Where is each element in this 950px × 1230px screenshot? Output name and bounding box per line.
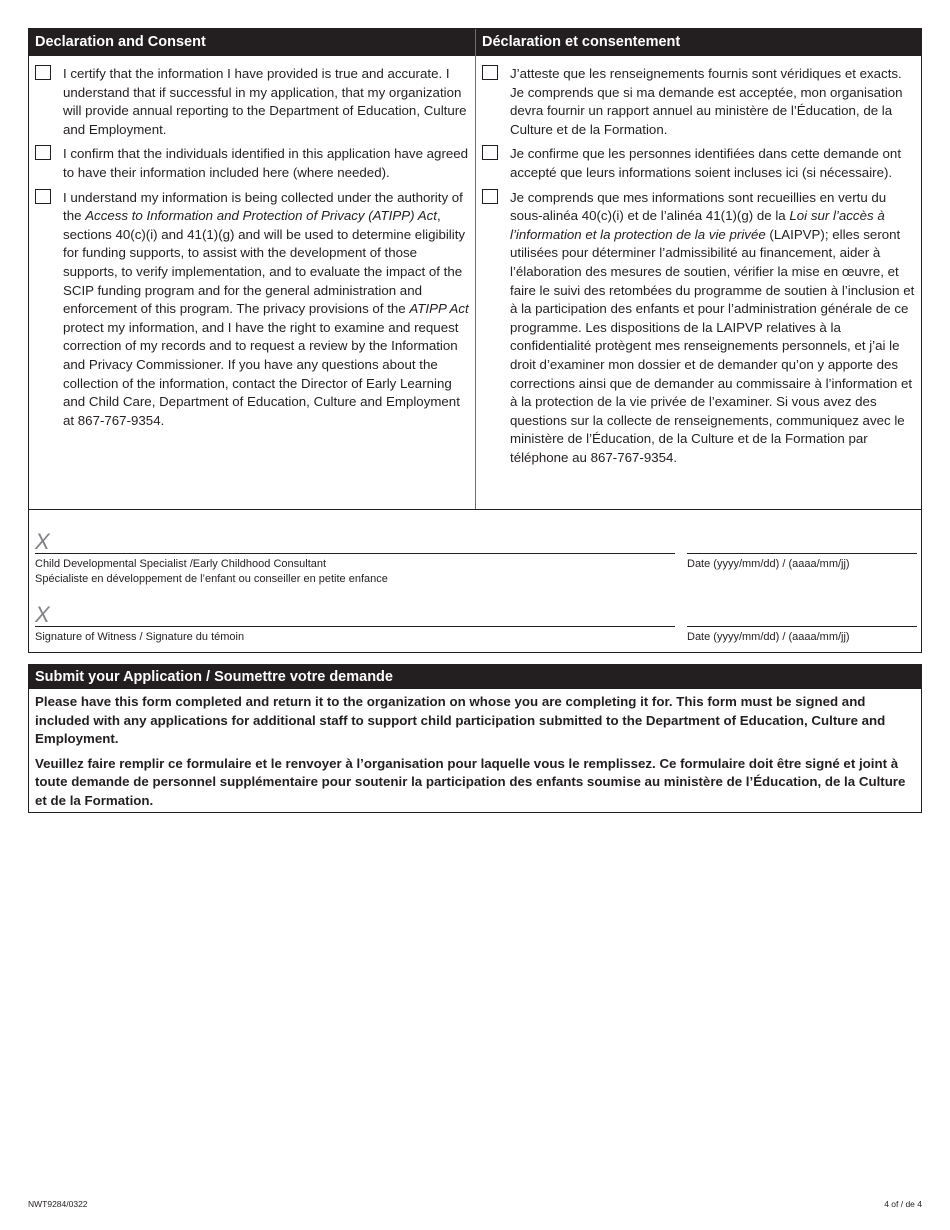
declaration-english-column xyxy=(29,29,475,509)
consent-text-certify-en: I certify that the information I have provided is true and accurate. I understand that if successful in my application, that my organization will provide annual reporting to the Department of Education, Culture and Employment. xyxy=(63,66,467,137)
declaration-section xyxy=(28,28,922,510)
consent-checkbox-privacy-en[interactable] xyxy=(35,189,51,204)
atipp-act-title: Access to Information and Protection of Privacy (ATIPP) Act xyxy=(85,208,437,224)
consent-item-privacy-fr xyxy=(476,189,922,468)
declaration-heading-en: Declaration and Consent xyxy=(29,29,475,56)
consent-text-privacy-fr: Je comprends que mes informations sont recueillies en vertu du sous-alinéa 40(c)(i) et de l’alinéa 41(1)(g) de la Loi sur l’accès à l’information et la protection de la vie privée (LAIPVP); elles seront utilisées pour déterminer l’admissibilité au financement, aider à l’élaboration des mesures de soutien, vérifier la mise en œuvre, et faire le suivi des retombées du programme de soutien à l’inclusion et à la participation des enfants et pour l’administration générale de ce programme. Les dispositions de la LAIPVP relatives à la confidentialité protègent mes renseignements personnels, et j’ai le droit d’examiner mon dossier et de demander qu’on y apporte des corrections ainsi que de demander au commissaire à l’information et à la protection de la vie privée de l’examiner. Si vous avez des questions sur la collecte de renseignements, communiquez avec le ministère de l’Éducation, de la Culture et de la Formation par téléphone au 867-767-9354. xyxy=(510,189,915,465)
submit-instructions-en: Please have this form completed and return it to the organization on whose you are completing it for. This form must be signed and included with any applications for additional staff to support child participation submitted to the Department of Education, Culture and Employment. xyxy=(35,694,886,747)
signature-x-mark-icon: X xyxy=(35,529,50,554)
consent-text-privacy-en: I understand my information is being collected under the authority of the Access to Information and Protection of Privacy (ATIPP) Act, sections 40(c)(i) and 41(1)(g) and will be used to determine eligibility for funding supports, to assist with the development of those supports, to verify implementation, and to evaluate the impact of the SCIP funding program and for the general administration and enforcement of this program. The privacy provisions of the ATIPP Act protect my information, and I have the right to examine and request correction of my records and to request a review by the Information and Privacy Commissioner. If you have any questions about the collection of the information, contact the Director of Early Learning and Child Care, Department of Education, Culture and Employment at 867-767-9354. xyxy=(63,189,469,428)
atipp-act-short-title: ATIPP Act xyxy=(409,301,469,317)
specialist-signature-label: Child Developmental Specialist /Early Childhood Consultant Spécialiste en développement de l’enfant ou conseiller en petite enfance xyxy=(35,558,388,585)
consent-checkbox-confirm-fr[interactable] xyxy=(482,145,498,160)
specialist-signature-row xyxy=(29,509,921,585)
consent-checkbox-certify-fr[interactable] xyxy=(482,65,498,80)
declaration-french-column xyxy=(475,29,922,509)
consent-text-certify-fr: J’atteste que les renseignements fournis sont véridiques et exacts. Je comprends que si ma demande est acceptée, mon organisation devra fournir un rapport annuel au ministère de l’Éducation, de la Culture et de la Formation. xyxy=(510,66,903,137)
signature-section xyxy=(28,509,922,653)
witness-date-field[interactable] xyxy=(687,626,917,627)
witness-signature-field[interactable] xyxy=(35,626,675,627)
witness-date-label: Date (yyyy/mm/dd) / (aaaa/mm/jj) xyxy=(687,631,850,643)
specialist-date-label: Date (yyyy/mm/dd) / (aaaa/mm/jj) xyxy=(687,558,850,570)
consent-checkbox-confirm-en[interactable] xyxy=(35,145,51,160)
submit-heading: Submit your Application / Soumettre votre demande xyxy=(29,665,921,689)
consent-item-confirm-fr xyxy=(476,145,922,182)
consent-item-confirm-en xyxy=(29,145,475,182)
consent-checkbox-privacy-fr[interactable] xyxy=(482,189,498,204)
page-number: 4 of / de 4 xyxy=(884,1199,922,1209)
witness-signature-row xyxy=(29,581,921,653)
consent-text-confirm-en: I confirm that the individuals identified in this application have agreed to have their information included here (where needed). xyxy=(63,146,469,180)
consent-item-privacy-en xyxy=(29,189,475,431)
specialist-date-field[interactable] xyxy=(687,553,917,554)
consent-text-confirm-fr: Je confirme que les personnes identifiées dans cette demande ont accepté que leurs informations soient incluses ici (si nécessaire). xyxy=(510,146,902,180)
declaration-heading-fr: Déclaration et consentement xyxy=(476,29,922,56)
consent-item-certify-en xyxy=(29,65,475,139)
consent-item-certify-fr xyxy=(476,65,922,139)
laipvp-act-title: Loi sur l’accès à l’information et la protection de la vie privée xyxy=(510,208,885,242)
witness-signature-label: Signature of Witness / Signature du témoin xyxy=(35,631,245,643)
signature-x-mark-icon: X xyxy=(35,602,50,627)
submit-instructions-fr: Veuillez faire remplir ce formulaire et le renvoyer à l’organisation pour laquelle vous le remplissez. Ce formulaire doit être signé et joint à toute demande de personnel supplémentaire pour soutenir la participation des enfants soumise au ministère de l’Éducation, de la Culture et de la Formation. xyxy=(35,755,906,808)
submit-section xyxy=(28,664,922,813)
form-code: NWT9284/0322 xyxy=(28,1199,88,1209)
specialist-signature-field[interactable] xyxy=(35,553,675,554)
consent-checkbox-certify-en[interactable] xyxy=(35,65,51,80)
